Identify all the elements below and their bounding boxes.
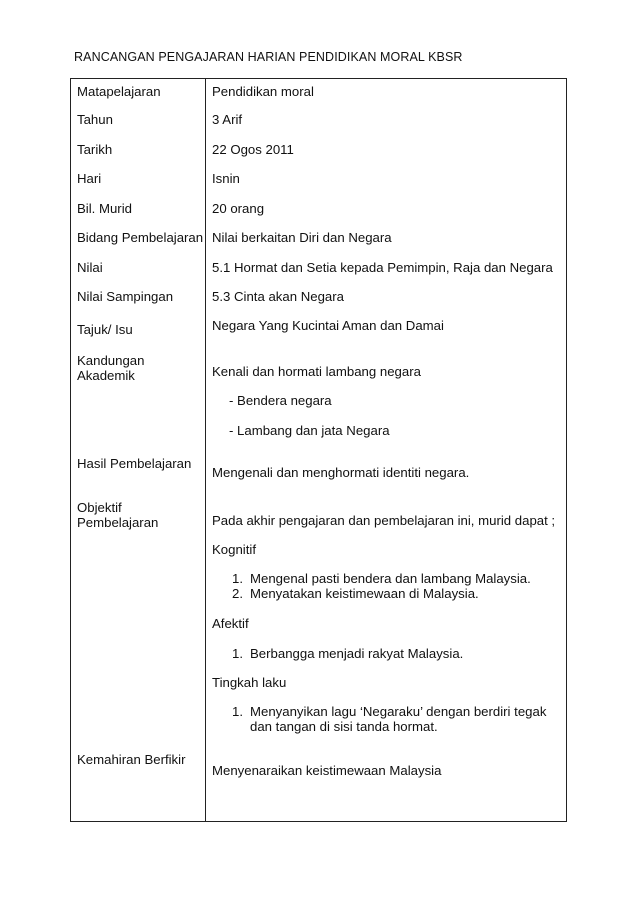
value-tarikh: 22 Ogos 2011 xyxy=(212,142,294,157)
kandungan-item: - Bendera negara xyxy=(229,393,332,408)
value-matapelajaran: Pendidikan moral xyxy=(212,84,314,99)
value-bil-murid: 20 orang xyxy=(212,201,265,216)
afektif-item-text: Berbangga menjadi rakyat Malaysia. xyxy=(250,646,464,661)
kandungan-item: - Lambang dan jata Negara xyxy=(229,423,390,438)
label-kemahiran-berfikir: Kemahiran Berfikir xyxy=(77,752,186,767)
label-kandungan-line2: Akademik xyxy=(77,368,135,383)
value-bidang-pembelajaran: Nilai berkaitan Diri dan Negara xyxy=(212,230,392,245)
label-nilai: Nilai xyxy=(77,260,103,275)
value-kemahiran-berfikir: Menyenaraikan keistimewaan Malaysia xyxy=(212,763,442,778)
document-header: RANCANGAN PENGAJARAN HARIAN PENDIDIKAN MORAL KBSR xyxy=(74,50,463,64)
label-bidang-pembelajaran: Bidang Pembelajaran xyxy=(77,230,204,245)
label-tarikh: Tarikh xyxy=(77,142,113,157)
label-kandungan-line1: Kandungan xyxy=(77,353,145,368)
value-hasil-pembelajaran: Mengenali dan menghormati identiti negara. xyxy=(212,465,470,480)
label-hari: Hari xyxy=(77,171,102,186)
afektif-item-number: 1. xyxy=(232,646,243,661)
afektif-heading: Afektif xyxy=(212,616,249,631)
value-nilai-sampingan: 5.3 Cinta akan Negara xyxy=(212,289,344,304)
objektif-intro: Pada akhir pengajaran dan pembelajaran ini, murid dapat ; xyxy=(212,513,556,528)
tingkah-laku-heading: Tingkah laku xyxy=(212,675,287,690)
label-nilai-sampingan: Nilai Sampingan xyxy=(77,289,174,304)
tingkah-laku-item-text-continued: dan tangan di sisi tanda hormat. xyxy=(250,719,438,734)
kognitif-item-number: 1. xyxy=(232,571,243,586)
label-objektif-line1: Objektif xyxy=(77,500,122,515)
kognitif-heading: Kognitif xyxy=(212,542,256,557)
value-kandungan: Kenali dan hormati lambang negara xyxy=(212,364,421,379)
kognitif-item-text: Menyatakan keistimewaan di Malaysia. xyxy=(250,586,479,601)
label-objektif-line2: Pembelajaran xyxy=(77,515,159,530)
column-divider xyxy=(205,78,206,822)
value-hari: Isnin xyxy=(212,171,240,186)
label-hasil-pembelajaran: Hasil Pembelajaran xyxy=(77,456,192,471)
label-tajuk: Tajuk/ Isu xyxy=(77,322,133,337)
label-matapelajaran: Matapelajaran xyxy=(77,84,161,99)
value-tajuk: Negara Yang Kucintai Aman dan Damai xyxy=(212,318,444,333)
kognitif-item-text: Mengenal pasti bendera dan lambang Malaysia. xyxy=(250,571,531,586)
label-bil-murid: Bil. Murid xyxy=(77,201,132,216)
tingkah-laku-item-number: 1. xyxy=(232,704,243,719)
label-tahun: Tahun xyxy=(77,112,113,127)
tingkah-laku-item-text: Menyanyikan lagu ‘Negaraku’ dengan berdiri tegak xyxy=(250,704,547,719)
kognitif-item-number: 2. xyxy=(232,586,243,601)
value-nilai: 5.1 Hormat dan Setia kepada Pemimpin, Raja dan Negara xyxy=(212,260,553,275)
value-tahun: 3 Arif xyxy=(212,112,243,127)
